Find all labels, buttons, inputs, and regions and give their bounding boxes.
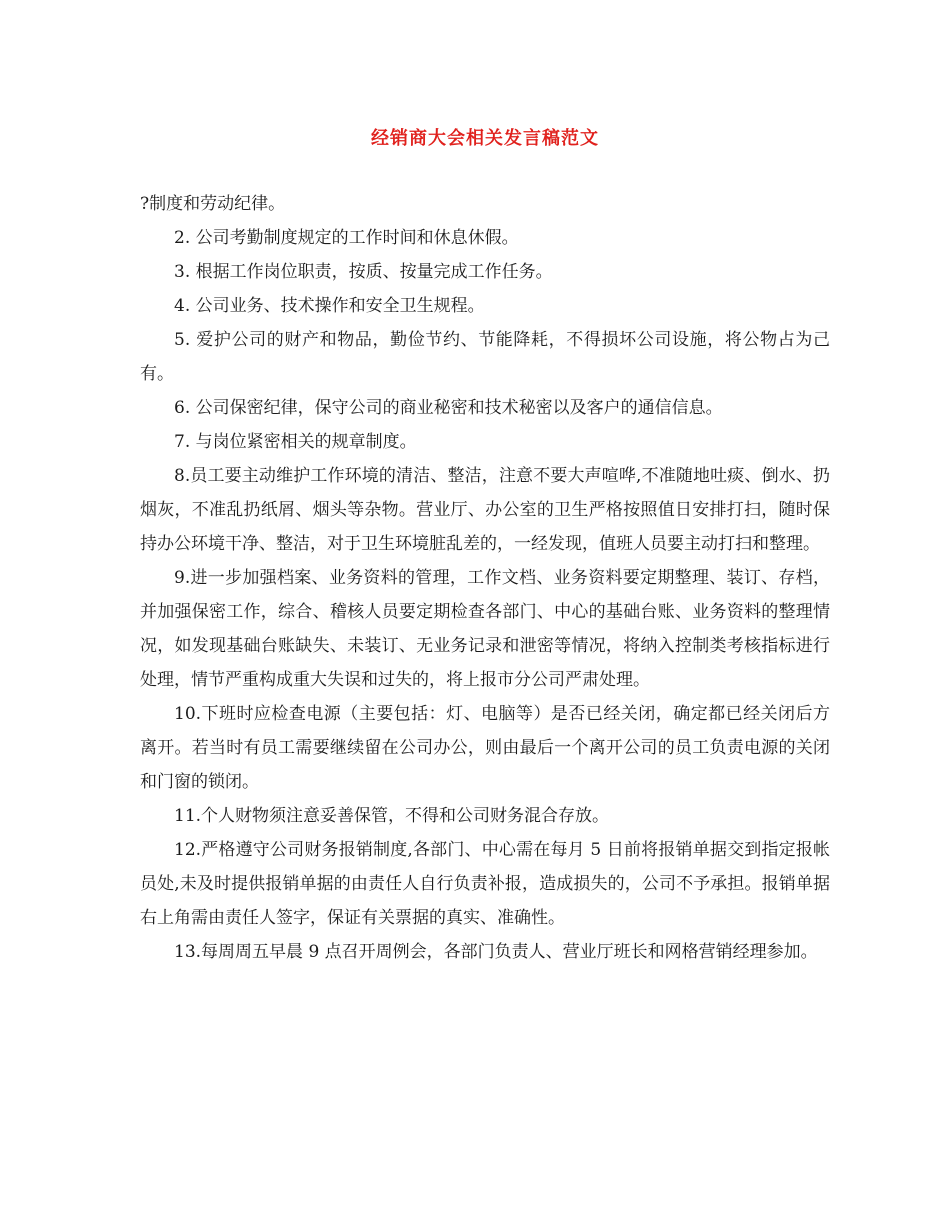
paragraph-item-9: 9.进一步加强档案、业务资料的管理，工作文档、业务资料要定期整理、装订、存档，并加强保密工作，综合、稽核人员要定期检查各部门、中心的基础台账、业务资料的整理情况，如发现基础台账缺失、未装订、无业务记录和泄密等情况，将纳入控制类考核指标进行处理，情节严重构成重大失误和过失的，将上报市分公司严肃处理。 [140,568,830,690]
paragraph-item-11: 11.个人财物须注意妥善保管，不得和公司财务混合存放。 [174,806,610,826]
paragraph-item-7: 7. 与岗位紧密相关的规章制度。 [174,432,417,452]
paragraph-item-2: 2. 公司考勤制度规定的工作时间和休息休假。 [174,228,519,248]
paragraph-item-12: 12.严格遵守公司财务报销制度,各部门、中心需在每月 5 日前将报销单据交到指定报帐员处,未及时提供报销单据的由责任人自行负责补报，造成损失的，公司不予承担。报销单据右上角需由责任人签字，保证有关票据的真实、准确性。 [140,840,830,928]
paragraph-item-13: 13.每周周五早晨 9 点召开周例会，各部门负责人、营业厅班长和网格营销经理参加。 [174,942,818,962]
document-title: 经销商大会相关发言稿范文 [371,128,599,149]
paragraph-item-4: 4. 公司业务、技术操作和安全卫生规程。 [174,296,485,316]
paragraph-item-5: 5. 爱护公司的财产和物品，勤俭节约、节能降耗，不得损坏公司设施，将公物占为己有。 [140,330,830,384]
document-body [140,187,830,969]
paragraph-intro: ?制度和劳动纪律。 [140,194,286,214]
paragraph-item-8: 8.员工要主动维护工作环境的清洁、整洁，注意不要大声喧哗,不准随地吐痰、倒水、扔烟灰，不准乱扔纸屑、烟头等杂物。营业厅、办公室的卫生严格按照值日安排打扫，随时保持办公环境干净、整洁，对于卫生环境脏乱差的，一经发现，值班人员要主动打扫和整理。 [140,466,830,554]
paragraph-item-3: 3. 根据工作岗位职责，按质、按量完成工作任务。 [174,262,553,282]
paragraph-item-6: 6. 公司保密纪律，保守公司的商业秘密和技术秘密以及客户的通信信息。 [174,398,723,418]
paragraph-item-10: 10.下班时应检查电源（主要包括：灯、电脑等）是否已经关闭，确定都已经关闭后方离开。若当时有员工需要继续留在公司办公，则由最后一个离开公司的员工负责电源的关闭和门窗的锁闭。 [140,704,830,792]
